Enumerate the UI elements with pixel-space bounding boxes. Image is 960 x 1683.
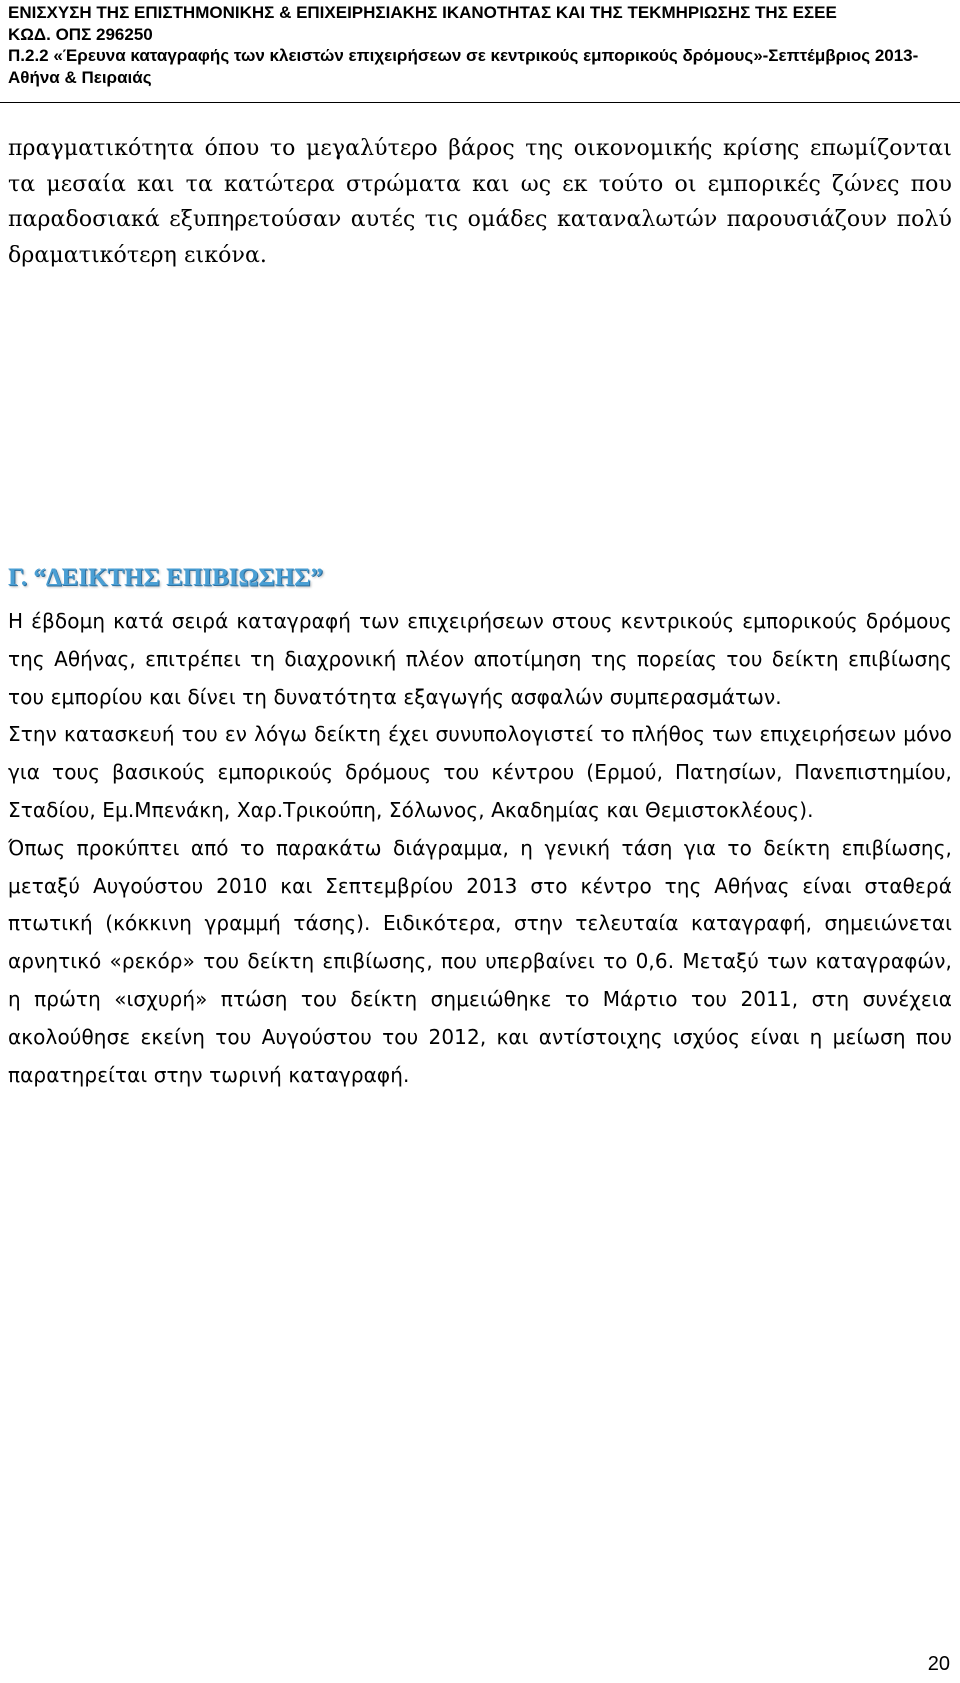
body-paragraph: Στην κατασκευή του εν λόγω δείκτη έχει συνυπολογιστεί το πλήθος των επιχειρήσεων μόνο για τους βασικούς εμπορικούς δρόμους του κέντρου (Ερμού, Πατησίων, Πανεπιστημίου, Σταδίου, Εμ.Μπενάκη, Χαρ.Τρικούπη, Σόλωνος, Ακαδημίας και Θεμιστοκλέους). [8,722,952,822]
section-heading: Γ. “ΔΕΙΚΤΗΣ ΕΠΙΒΙΩΣΗΣ” [8,564,324,591]
body-paragraph: Η έβδομη κατά σειρά καταγραφή των επιχειρήσεων στους κεντρικούς εμπορικούς δρόμους της Αθήνας, επιτρέπει τη διαχρονική πλέον αποτίμηση της πορείας του δείκτη επιβίωσης του εμπορίου και δίνει τη δυνατότητα εξαγωγής ασφαλών συμπερασμάτων. [8,609,952,709]
header-line-3: Π.2.2 «Έρευνα καταγραφής των κλειστών επιχειρήσεων σε κεντρικούς εμπορικούς δρόμους»-Σεπτέμβριος 2013-Αθήνα & Πειραιάς [8,46,919,87]
page-number: 20 [927,1653,950,1675]
header-line-1: ΕΝΙΣΧΥΣΗ ΤΗΣ ΕΠΙΣΤΗΜΟΝΙΚΗΣ & ΕΠΙΧΕΙΡΗΣΙΑΚΗΣ ΙΚΑΝΟΤΗΤΑΣ ΚΑΙ ΤΗΣ ΤΕΚΜΗΡΙΩΣΗΣ ΤΗΣ ΕΣΕΕ [8,3,837,22]
document-header [8,2,952,88]
body-paragraph: Όπως προκύπτει από το παρακάτω διάγραμμα, η γενική τάση για το δείκτη επιβίωσης, μεταξύ Αυγούστου 2010 και Σεπτεμβρίου 2013 στο κέντρο της Αθήνας είναι σταθερά πτωτική (κόκκινη γραμμή τάσης). Ειδικότερα, στην τελευταία καταγραφή, σημειώνεται αρνητικό «ρεκόρ» του δείκτη επιβίωσης, που υπερβαίνει το 0,6. Μεταξύ των καταγραφών, η πρώτη «ισχυρή» πτώση του δείκτη σημειώθηκε το Μάρτιο του 2011, στη συνέχεια ακολούθησε εκείνη του Αυγούστου του 2012, και αντίστοιχης ισχύος είναι η μείωση που παρατηρείται στην τωρινή καταγραφή. [8,835,952,1087]
header-divider [0,102,960,103]
intro-paragraph: πραγματικότητα όπου το μεγαλύτερο βάρος της οικονομικής κρίσης επωμίζονται τα μεσαία και τα κατώτερα στρώματα και ως εκ τούτο οι εμπορικές ζώνες που παραδοσιακά εξυπηρετούσαν αυτές τις ομάδες καταναλωτών παρουσιάζουν πολύ δραματικότερη εικόνα. [8,136,952,268]
section-body [8,603,952,1094]
header-line-2: ΚΩΔ. ΟΠΣ 296250 [8,24,153,44]
